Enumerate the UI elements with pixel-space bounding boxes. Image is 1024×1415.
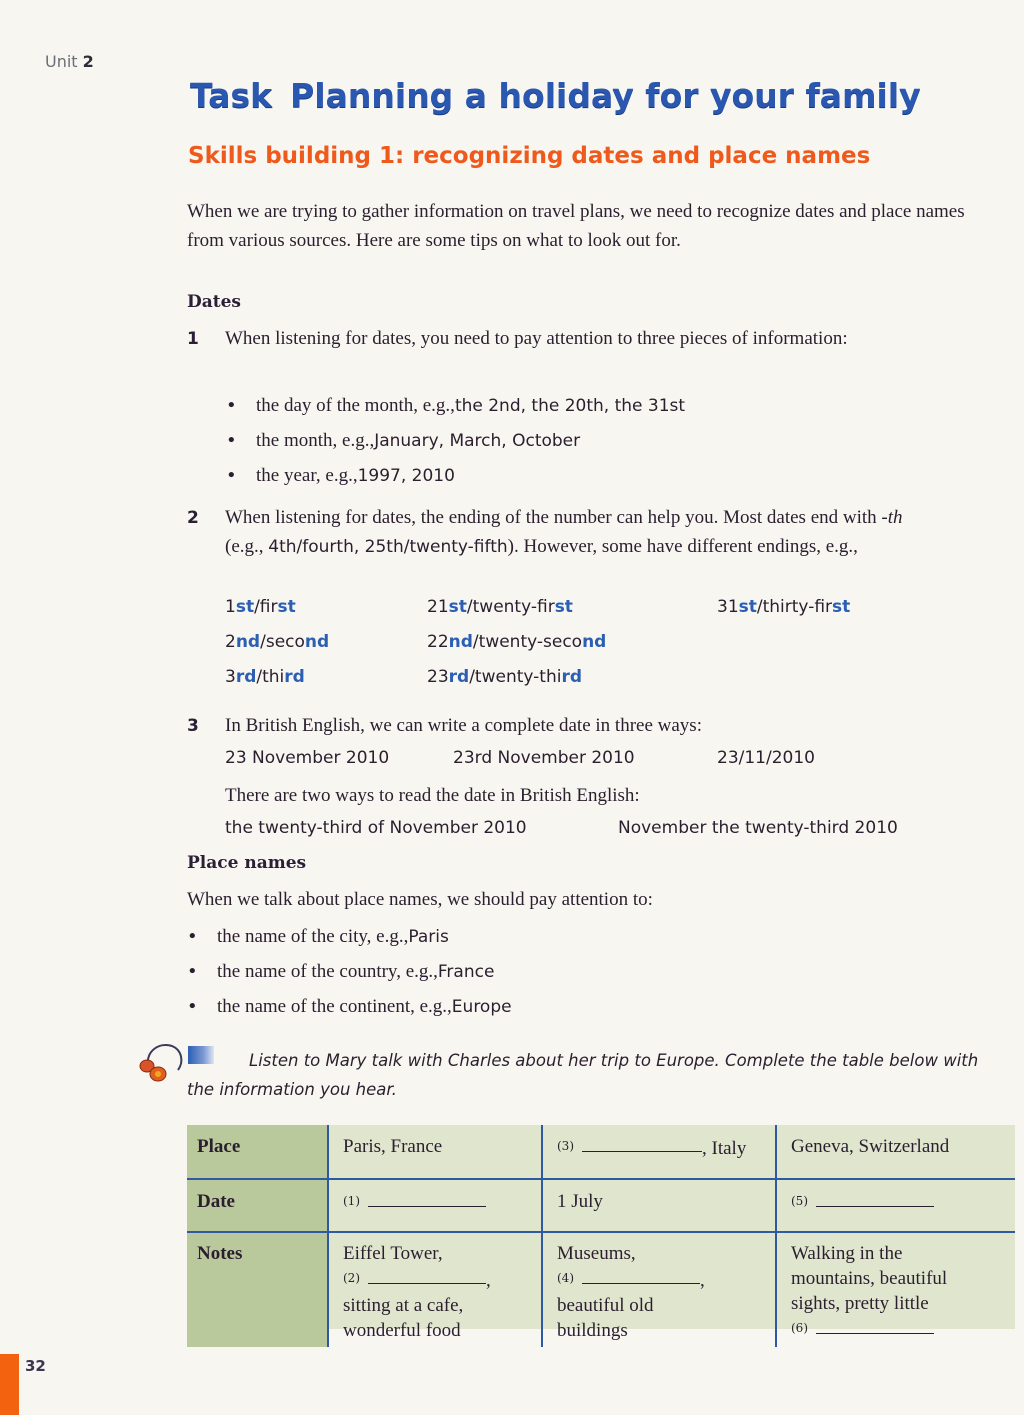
place-bullet-list xyxy=(187,922,512,1027)
date-format: 23/11/2010 xyxy=(717,748,815,768)
date-reading: November the twenty-third 2010 xyxy=(618,818,898,838)
blank-5-input[interactable] xyxy=(816,1205,934,1207)
ordinal-item: 23rd/twenty-third xyxy=(427,667,583,687)
point-text: When listening for dates, the ending of the number can help you. Most dates end with -th (e.g., 4th/fourth, 25th/twenty-fifth). However, some have different endings, e.g., xyxy=(225,507,903,557)
point-text: In British English, we can write a complete date in three ways: xyxy=(225,715,702,736)
blank-6-input[interactable] xyxy=(816,1332,934,1334)
page-tab xyxy=(0,1354,19,1415)
intro-paragraph: When we are trying to gather information on travel plans, we need to recognize dates and place names from various sources. Here are some tips on what to look out for. xyxy=(187,201,965,251)
bullet-icon: • xyxy=(226,395,237,416)
page-number: 32 xyxy=(25,1357,46,1375)
ordinals-row xyxy=(225,632,925,667)
exercise-instruction: Listen to Mary talk with Charles about her trip to Europe. Complete the table below with the information you hear. xyxy=(187,1051,979,1099)
list-item: • the name of the country, e.g., France xyxy=(187,961,495,982)
date-readings xyxy=(225,818,898,838)
dates-point-1 xyxy=(187,324,947,353)
table-cell: 1 July xyxy=(542,1179,776,1232)
ordinals-row xyxy=(225,667,925,702)
row-label: Notes xyxy=(187,1232,328,1347)
bullet-icon: • xyxy=(187,996,198,1017)
table-row-date xyxy=(187,1179,1015,1232)
place-names-heading: Place names xyxy=(187,853,307,873)
date-reading: the twenty-third of November 2010 xyxy=(225,818,527,838)
table-cell: Museums, $^{(4)}$ , beautiful old buildings xyxy=(542,1232,776,1347)
unit-label-text: Unit xyxy=(45,52,78,71)
ordinal-item: 31st/thirty-first xyxy=(717,597,851,617)
skills-heading: Skills building 1: recognizing dates and place names xyxy=(188,143,871,169)
dates-point-3 xyxy=(187,711,947,740)
blank-3-input[interactable] xyxy=(582,1150,702,1152)
list-item: • the day of the month, e.g., the 2nd, the 20th, the 31st xyxy=(226,395,686,416)
headphones-icon[interactable] xyxy=(138,1040,184,1084)
dates-heading: Dates xyxy=(187,292,241,312)
ordinal-item: 3rd/third xyxy=(225,667,305,687)
task-word: Task xyxy=(190,76,273,115)
list-item: • the year, e.g., 1997, 2010 xyxy=(226,465,455,486)
unit-label xyxy=(45,52,94,71)
bullet-icon: • xyxy=(226,430,237,451)
blank-1-input[interactable] xyxy=(368,1205,486,1207)
ordinal-item: 21st/twenty-first xyxy=(427,597,573,617)
dates-point-2 xyxy=(187,503,947,562)
point-text: When listening for dates, you need to pay attention to three pieces of information: xyxy=(225,328,848,349)
date-formats xyxy=(225,748,815,768)
list-item: • the month, e.g., January, March, October xyxy=(226,430,581,451)
table-cell: $^{(3)}$ , Italy xyxy=(542,1125,776,1179)
dates-bullet-list xyxy=(226,391,685,496)
trip-table xyxy=(187,1125,1015,1341)
date-format: 23 November 2010 xyxy=(225,748,390,768)
list-item: • the name of the city, e.g., Paris xyxy=(187,926,449,947)
table-cell: Walking in the mountains, beautiful sights, pretty little $^{(6)}$ xyxy=(776,1232,1015,1347)
date-format: 23rd November 2010 xyxy=(453,748,635,768)
row-label: Date xyxy=(187,1179,328,1232)
table-cell: Eiffel Tower, $^{(2)}$ , sitting at a cafe, wonderful food xyxy=(328,1232,542,1347)
table-cell: (5) xyxy=(776,1179,1015,1232)
bullet-icon: • xyxy=(187,961,198,982)
blank-2-input[interactable] xyxy=(368,1282,486,1284)
ordinal-item: 2nd/second xyxy=(225,632,330,652)
table-row-notes xyxy=(187,1232,1015,1347)
task-title-text: Planning a holiday for your family xyxy=(290,76,921,115)
row-label: Place xyxy=(187,1125,328,1179)
table-row-place xyxy=(187,1125,1015,1179)
bullet-icon: • xyxy=(226,465,237,486)
ordinal-item: 22nd/twenty-second xyxy=(427,632,607,652)
table-cell: (1) xyxy=(328,1179,542,1232)
ordinal-item: 1st/first xyxy=(225,597,296,617)
unit-number: 2 xyxy=(82,52,94,71)
bullet-icon: • xyxy=(187,926,198,947)
ordinals-grid xyxy=(225,597,925,702)
ordinals-row xyxy=(225,597,925,632)
read-date-text: There are two ways to read the date in British English: xyxy=(225,785,640,806)
point-number: 3 xyxy=(187,716,199,736)
table-cell: Paris, France xyxy=(328,1125,542,1179)
point-number: 2 xyxy=(187,508,199,528)
page-title xyxy=(190,76,921,115)
point-number: 1 xyxy=(187,329,199,349)
blank-4-input[interactable] xyxy=(582,1282,700,1284)
table-cell: Geneva, Switzerland xyxy=(776,1125,1015,1179)
list-item: • the name of the continent, e.g., Europe xyxy=(187,996,512,1017)
place-names-text: When we talk about place names, we should pay attention to: xyxy=(187,889,653,910)
